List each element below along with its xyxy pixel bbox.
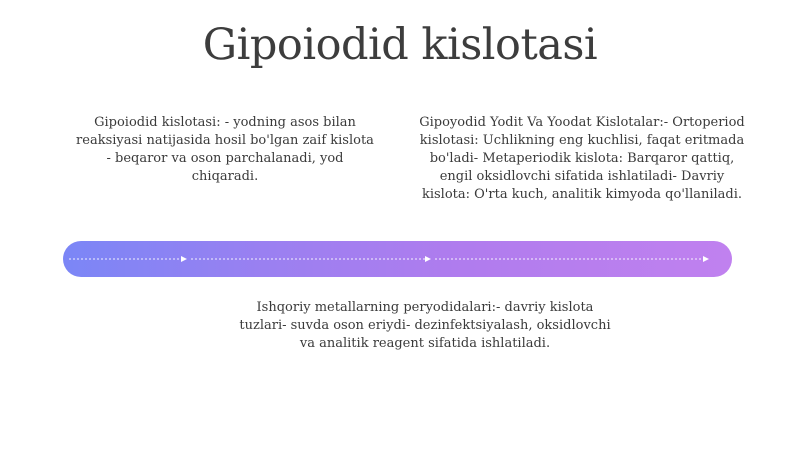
slide-title: Gipoiodid kislotasi	[202, 20, 598, 70]
arrow-right-icon	[181, 256, 187, 262]
arrow-right-icon	[425, 256, 431, 262]
text-block-left: Gipoiodid kislotasi: - yodning asos bilan reaksiyasi natijasida hosil bo'lgan zaif kislota - beqaror va oson parchalanadi, yod chiqaradi.	[76, 115, 374, 184]
text-block-right: Gipoyodid Yodit Va Yoodat Kislotalar:- Ortoperiod kislotasi: Uchlikning eng kuchlisi, faqat eritmada bo'ladi- Metaperiodik kislota: Barqaror qattiq, engil oksidlovchi sifatida ishlatiladi- Davriy kislota: O'rta kuch, analitik kimyoda qo'llaniladi.	[419, 115, 745, 202]
timeline-arrows	[63, 241, 732, 277]
timeline-bar	[63, 241, 732, 277]
arrow-right-icon	[703, 256, 709, 262]
text-block-bottom: Ishqoriy metallarning peryodidalari:- davriy kislota tuzlari- suvda oson eriydi- dezinfektsiyalash, oksidlovchi va analitik reagent sifatida ishlatiladi.	[239, 300, 611, 351]
